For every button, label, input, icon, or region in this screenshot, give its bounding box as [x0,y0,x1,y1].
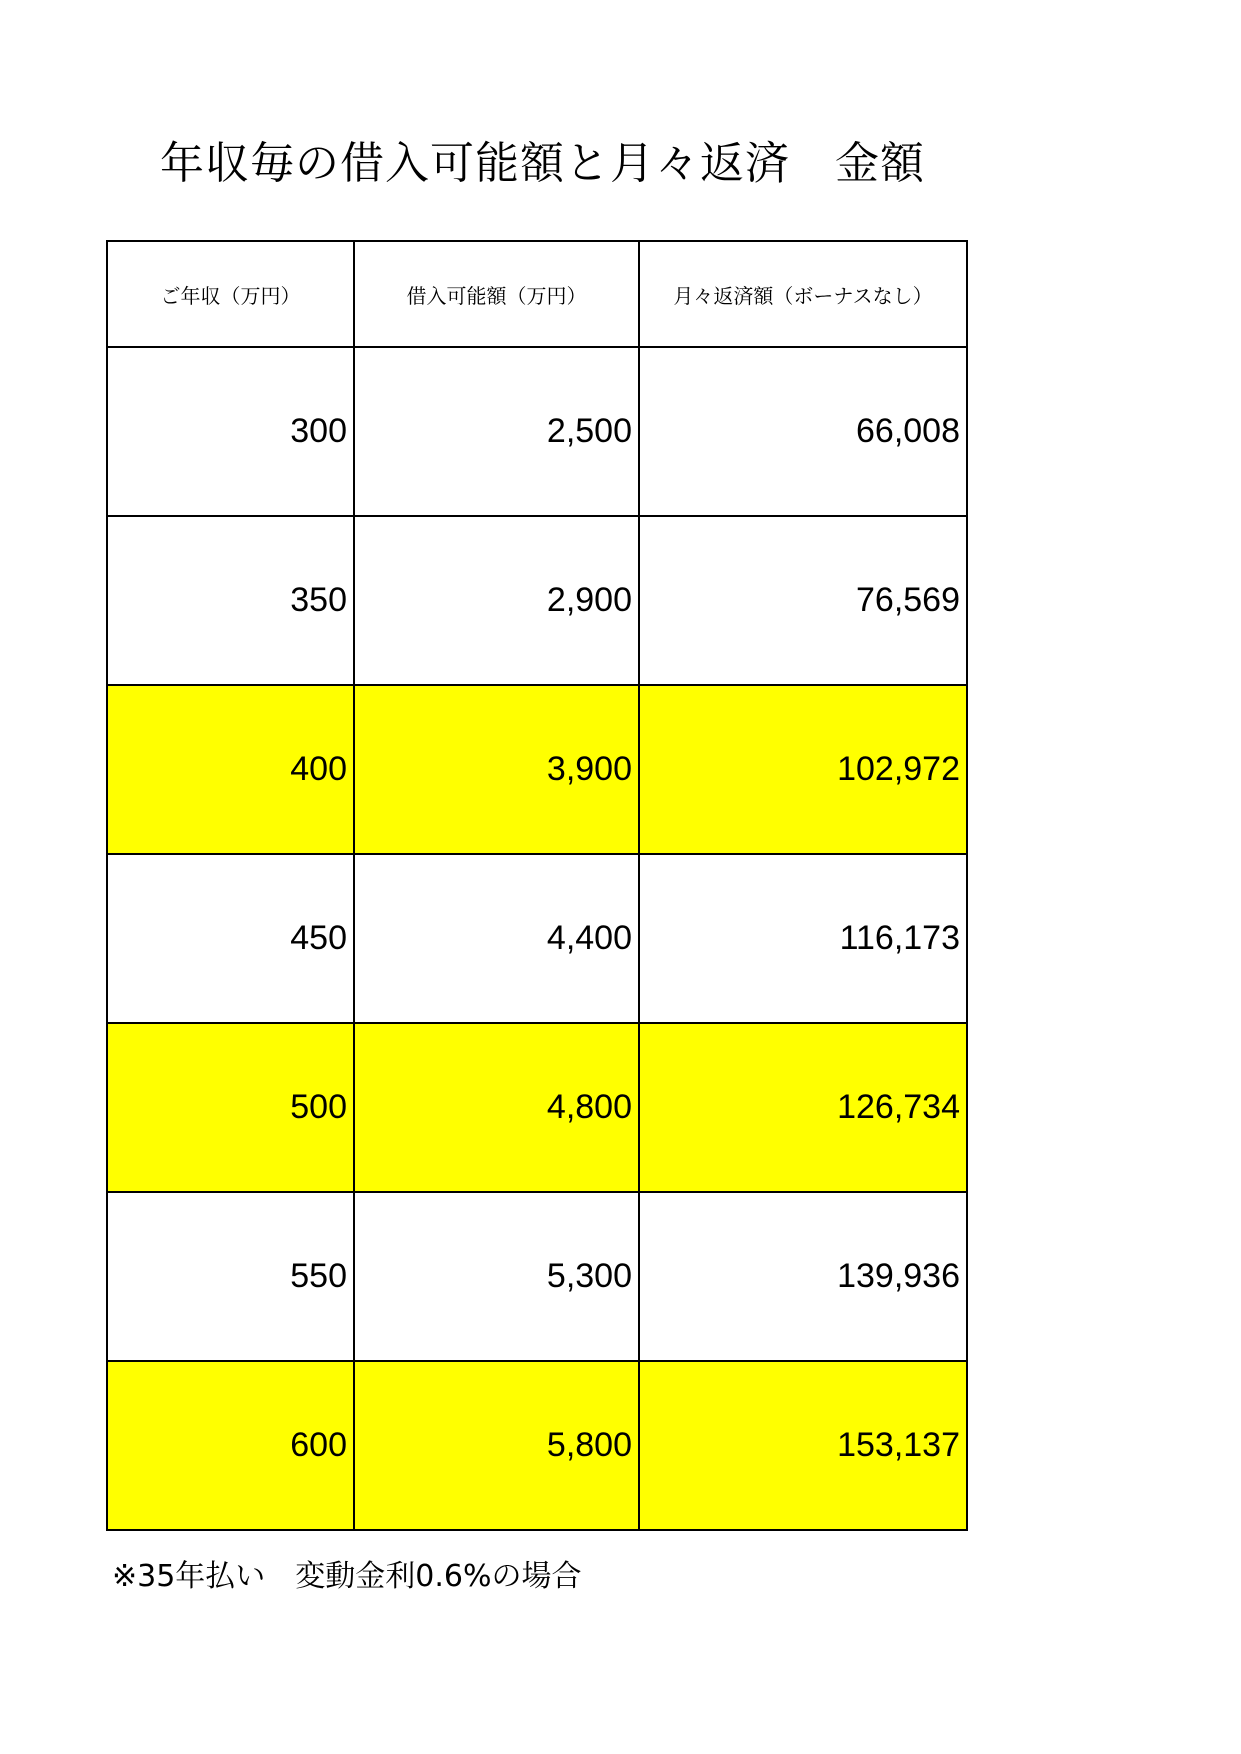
table-row [107,685,967,854]
borrowable-amount-cell: 4,400 [354,854,639,1023]
borrowable-amount-cell: 3,900 [354,685,639,854]
table-row [107,1361,967,1530]
annual-income-cell: 350 [107,516,354,685]
table-row [107,854,967,1023]
table-header-row [107,241,967,347]
monthly-payment-cell: 139,936 [639,1192,967,1361]
annual-income-cell: 550 [107,1192,354,1361]
table-row [107,1192,967,1361]
table-row [107,347,967,516]
annual-income-cell: 450 [107,854,354,1023]
borrowable-amount-cell: 4,800 [354,1023,639,1192]
monthly-payment-cell: 76,569 [639,516,967,685]
annual-income-cell: 500 [107,1023,354,1192]
borrowable-amount-cell: 5,300 [354,1192,639,1361]
monthly-payment-cell: 153,137 [639,1361,967,1530]
monthly-payment-cell: 126,734 [639,1023,967,1192]
table-row [107,1023,967,1192]
header-borrowable-amount: 借入可能額（万円） [354,241,639,347]
monthly-payment-cell: 66,008 [639,347,967,516]
loan-table [106,240,968,1531]
page-title: 年収毎の借入可能額と月々返済 金額 [160,138,925,189]
annual-income-cell: 600 [107,1361,354,1530]
monthly-payment-cell: 116,173 [639,854,967,1023]
footnote: ※35年払い 変動金利0.6%の場合 [112,1559,582,1594]
monthly-payment-cell: 102,972 [639,685,967,854]
borrowable-amount-cell: 2,500 [354,347,639,516]
annual-income-cell: 400 [107,685,354,854]
header-annual-income: ご年収（万円） [107,241,354,347]
annual-income-cell: 300 [107,347,354,516]
table-row [107,516,967,685]
borrowable-amount-cell: 5,800 [354,1361,639,1530]
header-monthly-payment: 月々返済額（ボーナスなし） [639,241,967,347]
borrowable-amount-cell: 2,900 [354,516,639,685]
